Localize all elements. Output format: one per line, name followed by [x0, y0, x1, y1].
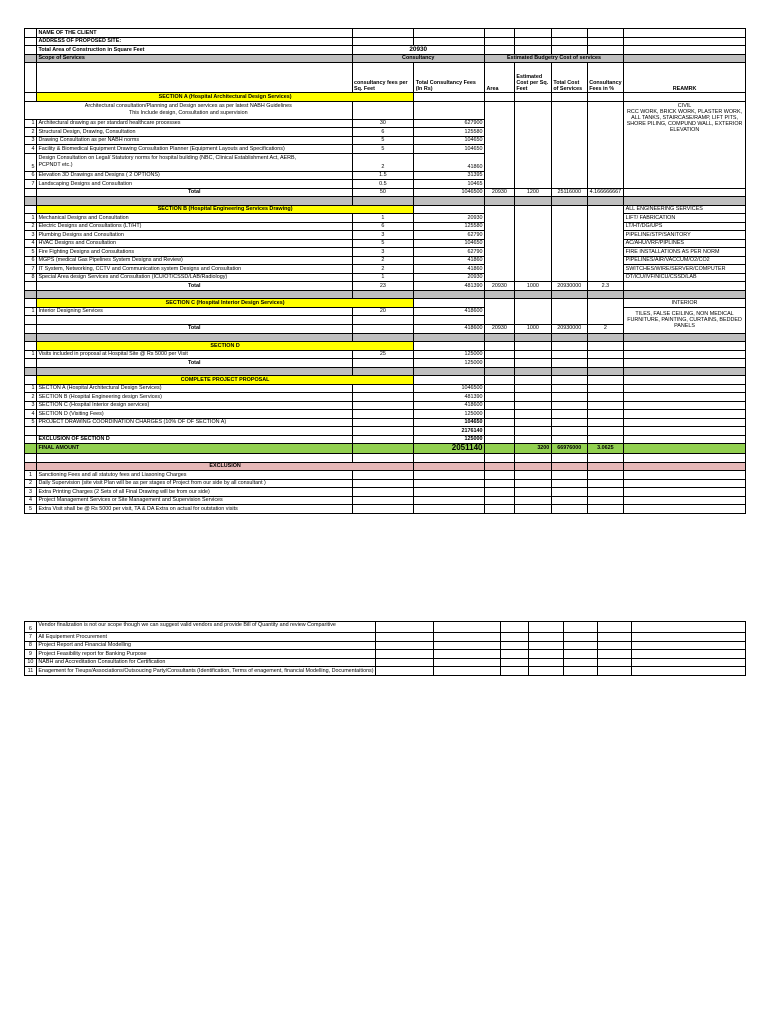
row-number: 6 [25, 171, 37, 180]
section-c-area: 20930 [484, 324, 514, 333]
area-value: 20930 [352, 46, 484, 55]
row-number: 3 [25, 136, 37, 145]
row-number: 4 [25, 496, 37, 505]
section-d-title: SECTION D [36, 342, 413, 351]
final-est-cost: 3200 [514, 444, 551, 454]
section-c-remark-title: INTERIOR [624, 299, 746, 308]
fee-per-sqft: 30 [352, 119, 414, 128]
section-a-total-cost: 25116000 [551, 188, 587, 197]
row-number: 5 [25, 418, 37, 427]
summary-item: SECTION D (Visiting Fees) [36, 410, 352, 419]
section-b-item: HVAC Designs and Consultation [36, 239, 352, 248]
row-number: 9 [25, 650, 37, 659]
section-a-intro [25, 101, 353, 119]
row-number: 1 [25, 214, 37, 223]
fee-per-sqft: 6 [352, 128, 414, 137]
section-a-area: 20930 [484, 188, 514, 197]
row-number: 5 [25, 153, 37, 171]
section-b-total-cost: 20930000 [551, 282, 587, 291]
proposal-subtotal: 2176140 [414, 427, 485, 436]
exclusion-item: Enagement for Tieups/Associations/Outsoucing Party/Consultants (Identification, Terms of enagement, financial Modelling, Documentaitions) [38, 667, 374, 674]
summary-item: SECTION B (Hospital Engineering design Services) [36, 393, 352, 402]
total-fee: 104650 [414, 136, 485, 145]
total-fee: 62790 [414, 248, 485, 257]
section-c-est-cost: 1000 [514, 324, 551, 333]
row-number: 1 [25, 307, 37, 316]
total-fee: 41860 [414, 153, 485, 171]
section-a-total-fee: 50 [352, 188, 414, 197]
summary-amount: 1046500 [414, 384, 485, 393]
section-a-title: SECTION A (Hospital Architectural Design Services) [36, 93, 413, 102]
row-number: 7 [25, 633, 37, 642]
section-b-item: Plumbing Designs and Consultation [36, 231, 352, 240]
final-amount-value: 2051140 [414, 444, 485, 454]
section-c-title: SECTION C (Hospital Interior Design Services) [36, 299, 413, 308]
col-fees-pct: Consultancy Fees in % [587, 63, 623, 93]
section-a-total-amount: 1046500 [414, 188, 485, 197]
consultancy-label: Consultancy [352, 54, 484, 63]
exclusion-item: NABH and Accreditation Consultation for Certification [36, 658, 375, 667]
row-number: 5 [25, 505, 37, 514]
row-number: 3 [25, 488, 37, 497]
summary-item: SECTON A (Hospital Architectural Design Services) [36, 384, 352, 393]
proposal-table [24, 28, 746, 514]
section-a-item: Landscaping Designs and Consultation [36, 180, 352, 189]
section-a-item: Facility & Biomedical Equipment Drawing Consultation Planner (Equipment Layouts and Specifications) [36, 145, 352, 154]
section-b-area: 20930 [484, 282, 514, 291]
row-number: 2 [25, 222, 37, 231]
total-fee: 125000 [414, 350, 485, 359]
fee-per-sqft: 3 [352, 231, 414, 240]
exclusion-item: Project Report and Financial Modelling [36, 641, 375, 650]
section-a-fees-pct: 4.166666667 [587, 188, 623, 197]
fee-per-sqft: 5 [352, 145, 414, 154]
section-b-est-cost: 1000 [514, 282, 551, 291]
section-a-total-label: Total [36, 188, 352, 197]
total-fee: 41860 [414, 265, 485, 274]
section-b-item: Mechanical Designs and Consultation [36, 214, 352, 223]
remark-b-2: LT/HT/DG/UPS [624, 222, 746, 231]
total-fee: 104650 [414, 145, 485, 154]
row-number: 4 [25, 410, 37, 419]
spreadsheet-main [24, 28, 746, 514]
total-fee: 125580 [414, 222, 485, 231]
col-est-cost: Estimated Cost per Sq. Feet [514, 63, 551, 93]
fee-per-sqft: 0.5 [352, 180, 414, 189]
remark-b-3: PIPELINE/STP/SANITORY [624, 231, 746, 240]
remark-b-6: PIPELINES/AIR/VACCUM/O2/CO2 [624, 256, 746, 265]
row-number: 6 [25, 256, 37, 265]
total-fee: 41860 [414, 256, 485, 265]
col-fees-sqft: consultancy fees per Sq. Feet [352, 63, 414, 93]
visit-count: 25 [352, 350, 414, 359]
section-a-item: Elevation 3D Drawings and Designs ( 2 OPTIONS) [36, 171, 352, 180]
fee-per-sqft: 5 [352, 239, 414, 248]
address-label: ADDRESS OF PROPOSED SITE: [36, 37, 352, 46]
section-a-item: Architectural drawing as per standard healthcare processes [36, 119, 352, 128]
section-a-item-line-2: PCPNDT etc.) [38, 162, 73, 168]
complete-title: COMPLETE PROJECT PROPOSAL [36, 376, 413, 385]
total-fee: 10465 [414, 180, 485, 189]
section-a-item: Drawing Consultation as per NABH norms [36, 136, 352, 145]
section-b-title: SECTION B (Hospital Engineering Services Drawing) [36, 205, 413, 214]
row-number: 8 [25, 273, 37, 282]
exclusion-item: Extra Visit shall be @ Rs 5000 per visit, TA & DA Extra on actual for outstation visits [36, 505, 352, 514]
col-total-fees: Total Consultancy Fees (In Rs) [414, 63, 485, 93]
final-total-cost: 66976000 [551, 444, 587, 454]
section-c-total-amount: 418600 [414, 324, 485, 333]
row-number: 8 [25, 641, 37, 650]
remark-b-8: OT/ICU/IVF/NICU/CSSD/LAB [624, 273, 746, 282]
fee-per-sqft: 3 [352, 248, 414, 257]
section-c-remark: TILES, FALSE CEILING, NON MEDICAL FURNITURE, PAINTING, CURTAINS, BEDDED PANELS [624, 307, 746, 333]
row-number: 1 [25, 384, 37, 393]
row-number: 1 [25, 350, 37, 359]
total-fee: 31395 [414, 171, 485, 180]
remark-b-7: SWITCHES/WIRE/SERVER/COMPUTER [624, 265, 746, 274]
total-fee: 627900 [414, 119, 485, 128]
fee-per-sqft: 20 [352, 307, 414, 316]
section-b-item: MGPS (medical Gas Pipelines System Designs and Review) [36, 256, 352, 265]
total-fee: 125580 [414, 128, 485, 137]
exclusion-item: Vendor finalization is not our scope though we can suggest valid vendors and provide Bill of Quantity and review Comparitive [36, 622, 375, 633]
section-a-intro-line-1: Architectural consultation/Planning and Design services as per latest NABH Guidelines [84, 102, 292, 109]
exclusion-d-label: EXCLUSION OF SECTION D [36, 435, 352, 444]
total-fee: 20930 [414, 214, 485, 223]
final-fees-pct: 3.0625 [587, 444, 623, 454]
section-c-total-cost: 20930000 [551, 324, 587, 333]
exclusion-item: All Equipement Procurement [36, 633, 375, 642]
total-fee: 20930 [414, 273, 485, 282]
area-label: Total Area of Construction in Square Feet [36, 46, 352, 55]
section-b-item: Electric Designs and Consultations (LT/HT) [36, 222, 352, 231]
remark-b-0: ALL ENGINEERING SERVICES [624, 205, 746, 214]
fee-per-sqft: 5 [352, 136, 414, 145]
section-c-item: Interior Designing Services [36, 307, 352, 316]
row-number: 1 [25, 471, 37, 480]
section-c-total-label: Total [36, 324, 352, 333]
fee-per-sqft: 1.5 [352, 171, 414, 180]
section-d-total-amount: 125000 [414, 359, 485, 368]
section-a-remark: CIVIL RCC WORK, BRICK WORK, PLASTER WORK, ALL TANKS, STAIRCASE/RAMP, LIFT PITS, SHORE PILING, COMPUND WALL, EXTERIOR ELEVATION [624, 101, 746, 188]
row-number: 10 [25, 658, 37, 667]
section-d-total-label: Total [36, 359, 352, 368]
fee-per-sqft: 2 [352, 256, 414, 265]
section-b-fees-pct: 2.3 [587, 282, 623, 291]
total-fee: 418600 [414, 307, 485, 316]
total-fee: 62790 [414, 231, 485, 240]
row-number: 7 [25, 180, 37, 189]
summary-item: SECTION C (Hospital Interior design services) [36, 401, 352, 410]
exclusion-item: Project Feasibility report for Banking Purpose [36, 650, 375, 659]
summary-amount: 125000 [414, 410, 485, 419]
section-b-item: Fire Fighting Designs and Consultations [36, 248, 352, 257]
remark-b-1: LIFT/ FABRICATION [624, 214, 746, 223]
total-fee: 104650 [414, 239, 485, 248]
exclusion-item: Project Management Services or Site Management and Supervision Services [36, 496, 352, 505]
scope-label: Scope of Services [36, 54, 352, 63]
section-c-fees-pct: 2 [587, 324, 623, 333]
section-b-item: Special Area design Services and Consultation (ICU/OT/CSSD/LAB/Radiology) [36, 273, 352, 282]
row-number: 2 [25, 393, 37, 402]
final-amount-label: FINAL AMOUNT [36, 444, 352, 454]
spreadsheet-lower [24, 621, 746, 676]
section-d-item: Visits included in proposal at Hospital Site @ Rs 5000 per Visit [36, 350, 352, 359]
section-b-total-label: Total [36, 282, 352, 291]
exclusion-continued-table [24, 621, 746, 676]
row-number: 3 [25, 401, 37, 410]
summary-amount: 104650 [414, 418, 485, 427]
remark-b-4: AC/AHU/VRF/PIPLINES [624, 239, 746, 248]
row-number: 3 [25, 231, 37, 240]
fee-per-sqft: 2 [352, 265, 414, 274]
row-number: 4 [25, 239, 37, 248]
exclusion-title: EXCLUSION [36, 462, 413, 471]
fee-per-sqft: 6 [352, 222, 414, 231]
client-label: NAME OF THE CLIENT [36, 29, 352, 38]
section-a-item-line-1: Design Consultation on Legal/ Statutory norms for hospital building (NBC, Clinical Establishment Act, AERB, [38, 154, 297, 161]
row-number: 2 [25, 128, 37, 137]
remark-b-5: FIRE INSTALLATIONS AS PER NORM [624, 248, 746, 257]
summary-amount: 418600 [414, 401, 485, 410]
section-a-intro-line-2: This Include design, Consultation and supervision [128, 110, 248, 116]
col-area: Area [484, 63, 514, 93]
section-b-item: IT System, Networking, CCTV and Communication system Designs and Consultation [36, 265, 352, 274]
exclusion-item: Sanctioning Fees and all statutoy fees and Liasoning Charges [36, 471, 352, 480]
exclusion-item: Daily Supervision (site visit Plan will be as per stages of Project from our side by all consultant ) [36, 479, 352, 488]
row-number: 11 [25, 667, 37, 676]
col-total-cost: Total Cost of Services [551, 63, 587, 93]
col-remark: REAMRK [624, 63, 746, 93]
section-b-total-amount: 481390 [414, 282, 485, 291]
row-number: 5 [25, 248, 37, 257]
row-number: 6 [25, 622, 37, 633]
section-a-item: Structural Design, Drawing, Consultation [36, 128, 352, 137]
row-number: 2 [25, 479, 37, 488]
row-number: 1 [25, 119, 37, 128]
summary-item: PROJECT DRAWING COORDINATION CHARGES (10% OF OF SECTION A) [36, 418, 352, 427]
exclusion-item: Extra Printing Charges (2 Sets of all Final Drawing will be from our side) [36, 488, 352, 497]
section-b-total-fee: 23 [352, 282, 414, 291]
exclusion-d-value: 125000 [414, 435, 485, 444]
section-a-item [36, 153, 352, 171]
budget-label: Estimated Budgetry Cost of services [484, 54, 623, 63]
row-number: 4 [25, 145, 37, 154]
summary-amount: 481390 [414, 393, 485, 402]
row-number: 7 [25, 265, 37, 274]
fee-per-sqft: 1 [352, 273, 414, 282]
section-a-est-cost: 1200 [514, 188, 551, 197]
fee-per-sqft: 2 [352, 153, 414, 171]
fee-per-sqft: 1 [352, 214, 414, 223]
